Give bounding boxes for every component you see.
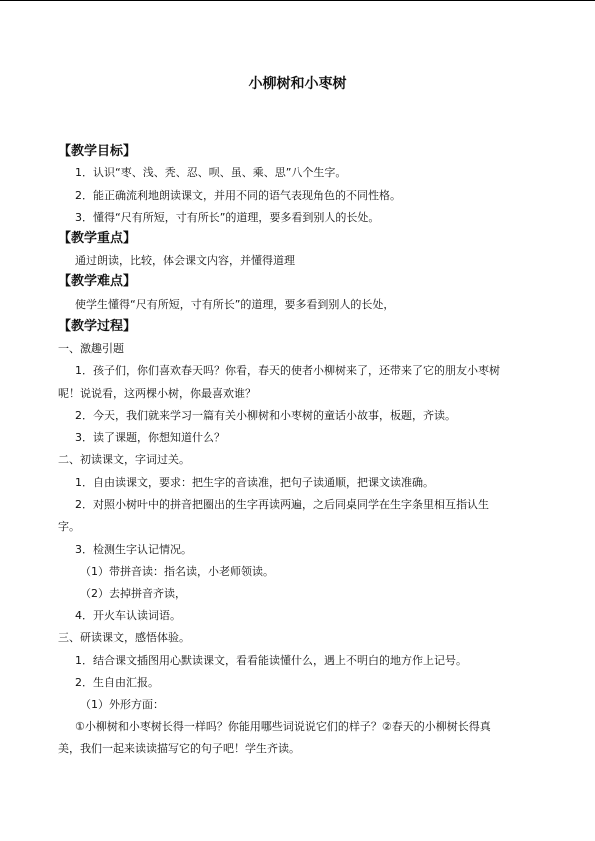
process-item: 3．检测生字认记情况。 xyxy=(75,543,192,556)
goal-item-1: 1．认识“枣、浅、秃、忍、呗、虽、乘、思”八个生字。 xyxy=(75,166,347,179)
process-item: 1．结合课文插图用心默读课文，看看能读懂什么，遇上不明白的地方作上记号。 xyxy=(75,654,467,667)
process-item-continuation: 呢！说说看，这两棵小树，你最喜欢谁？ xyxy=(58,387,256,400)
focus-item: 通过朗读，比较，体会课文内容，并懂得道理 xyxy=(75,254,295,267)
process-item-continuation: 字。 xyxy=(58,520,80,533)
process-item: 3．读了课题，你想知道什么？ xyxy=(75,431,225,444)
process-item: 4．开火车认读词语。 xyxy=(75,609,181,622)
process-item: 2．生自由汇报。 xyxy=(75,676,159,689)
heading-teaching-process: 【教学过程】 xyxy=(58,319,137,334)
section-1-heading: 一、激趣引题 xyxy=(58,342,124,355)
process-item: 1．孩子们，你们喜欢春天吗？你看，春天的使者小柳树来了，还带来了它的朋友小枣树 xyxy=(75,364,500,377)
section-3-heading: 三、研读课文，感悟体验。 xyxy=(58,631,190,644)
goal-item-3: 3．懂得“尺有所短，寸有所长”的道理，要多看到别人的长处。 xyxy=(75,211,380,224)
heading-teaching-focus: 【教学重点】 xyxy=(58,231,137,246)
heading-teaching-goals: 【教学目标】 xyxy=(58,144,137,159)
difficulty-item: 使学生懂得“尺有所短，寸有所长”的道理，要多看到别人的长处， xyxy=(75,298,395,311)
goal-item-2: 2．能正确流利地朗读课文，并用不同的语气表现角色的不同性格。 xyxy=(75,189,401,202)
process-item: 2．对照小树叶中的拼音把圈出的生字再读两遍，之后同桌同学在生字条里相互指认生 xyxy=(75,498,489,511)
section-2-heading: 二、初读课文，字词过关。 xyxy=(58,453,190,466)
document-title: 小柳树和小枣树 xyxy=(248,76,347,92)
process-item: 1．自由读课文，要求：把生字的音读准，把句子读通顺，把课文读准确。 xyxy=(75,476,434,489)
process-subitem: （2）去掉拼音齐读， xyxy=(80,587,186,600)
process-item-continuation: 美，我们一起来读读描写它的句子吧！学生齐读。 xyxy=(58,742,300,755)
heading-teaching-difficulty: 【教学难点】 xyxy=(58,274,137,289)
process-item: 2．今天，我们就来学习一篇有关小柳树和小枣树的童话小故事，板题，齐读。 xyxy=(75,409,456,422)
process-subitem: （1）带拼音读：指名读，小老师领读。 xyxy=(80,565,274,578)
process-item: ①小柳树和小枣树长得一样吗？你能用哪些词说说它们的样子？②春天的小柳树长得真 xyxy=(75,720,491,733)
process-subitem: （1）外形方面： xyxy=(80,698,164,711)
